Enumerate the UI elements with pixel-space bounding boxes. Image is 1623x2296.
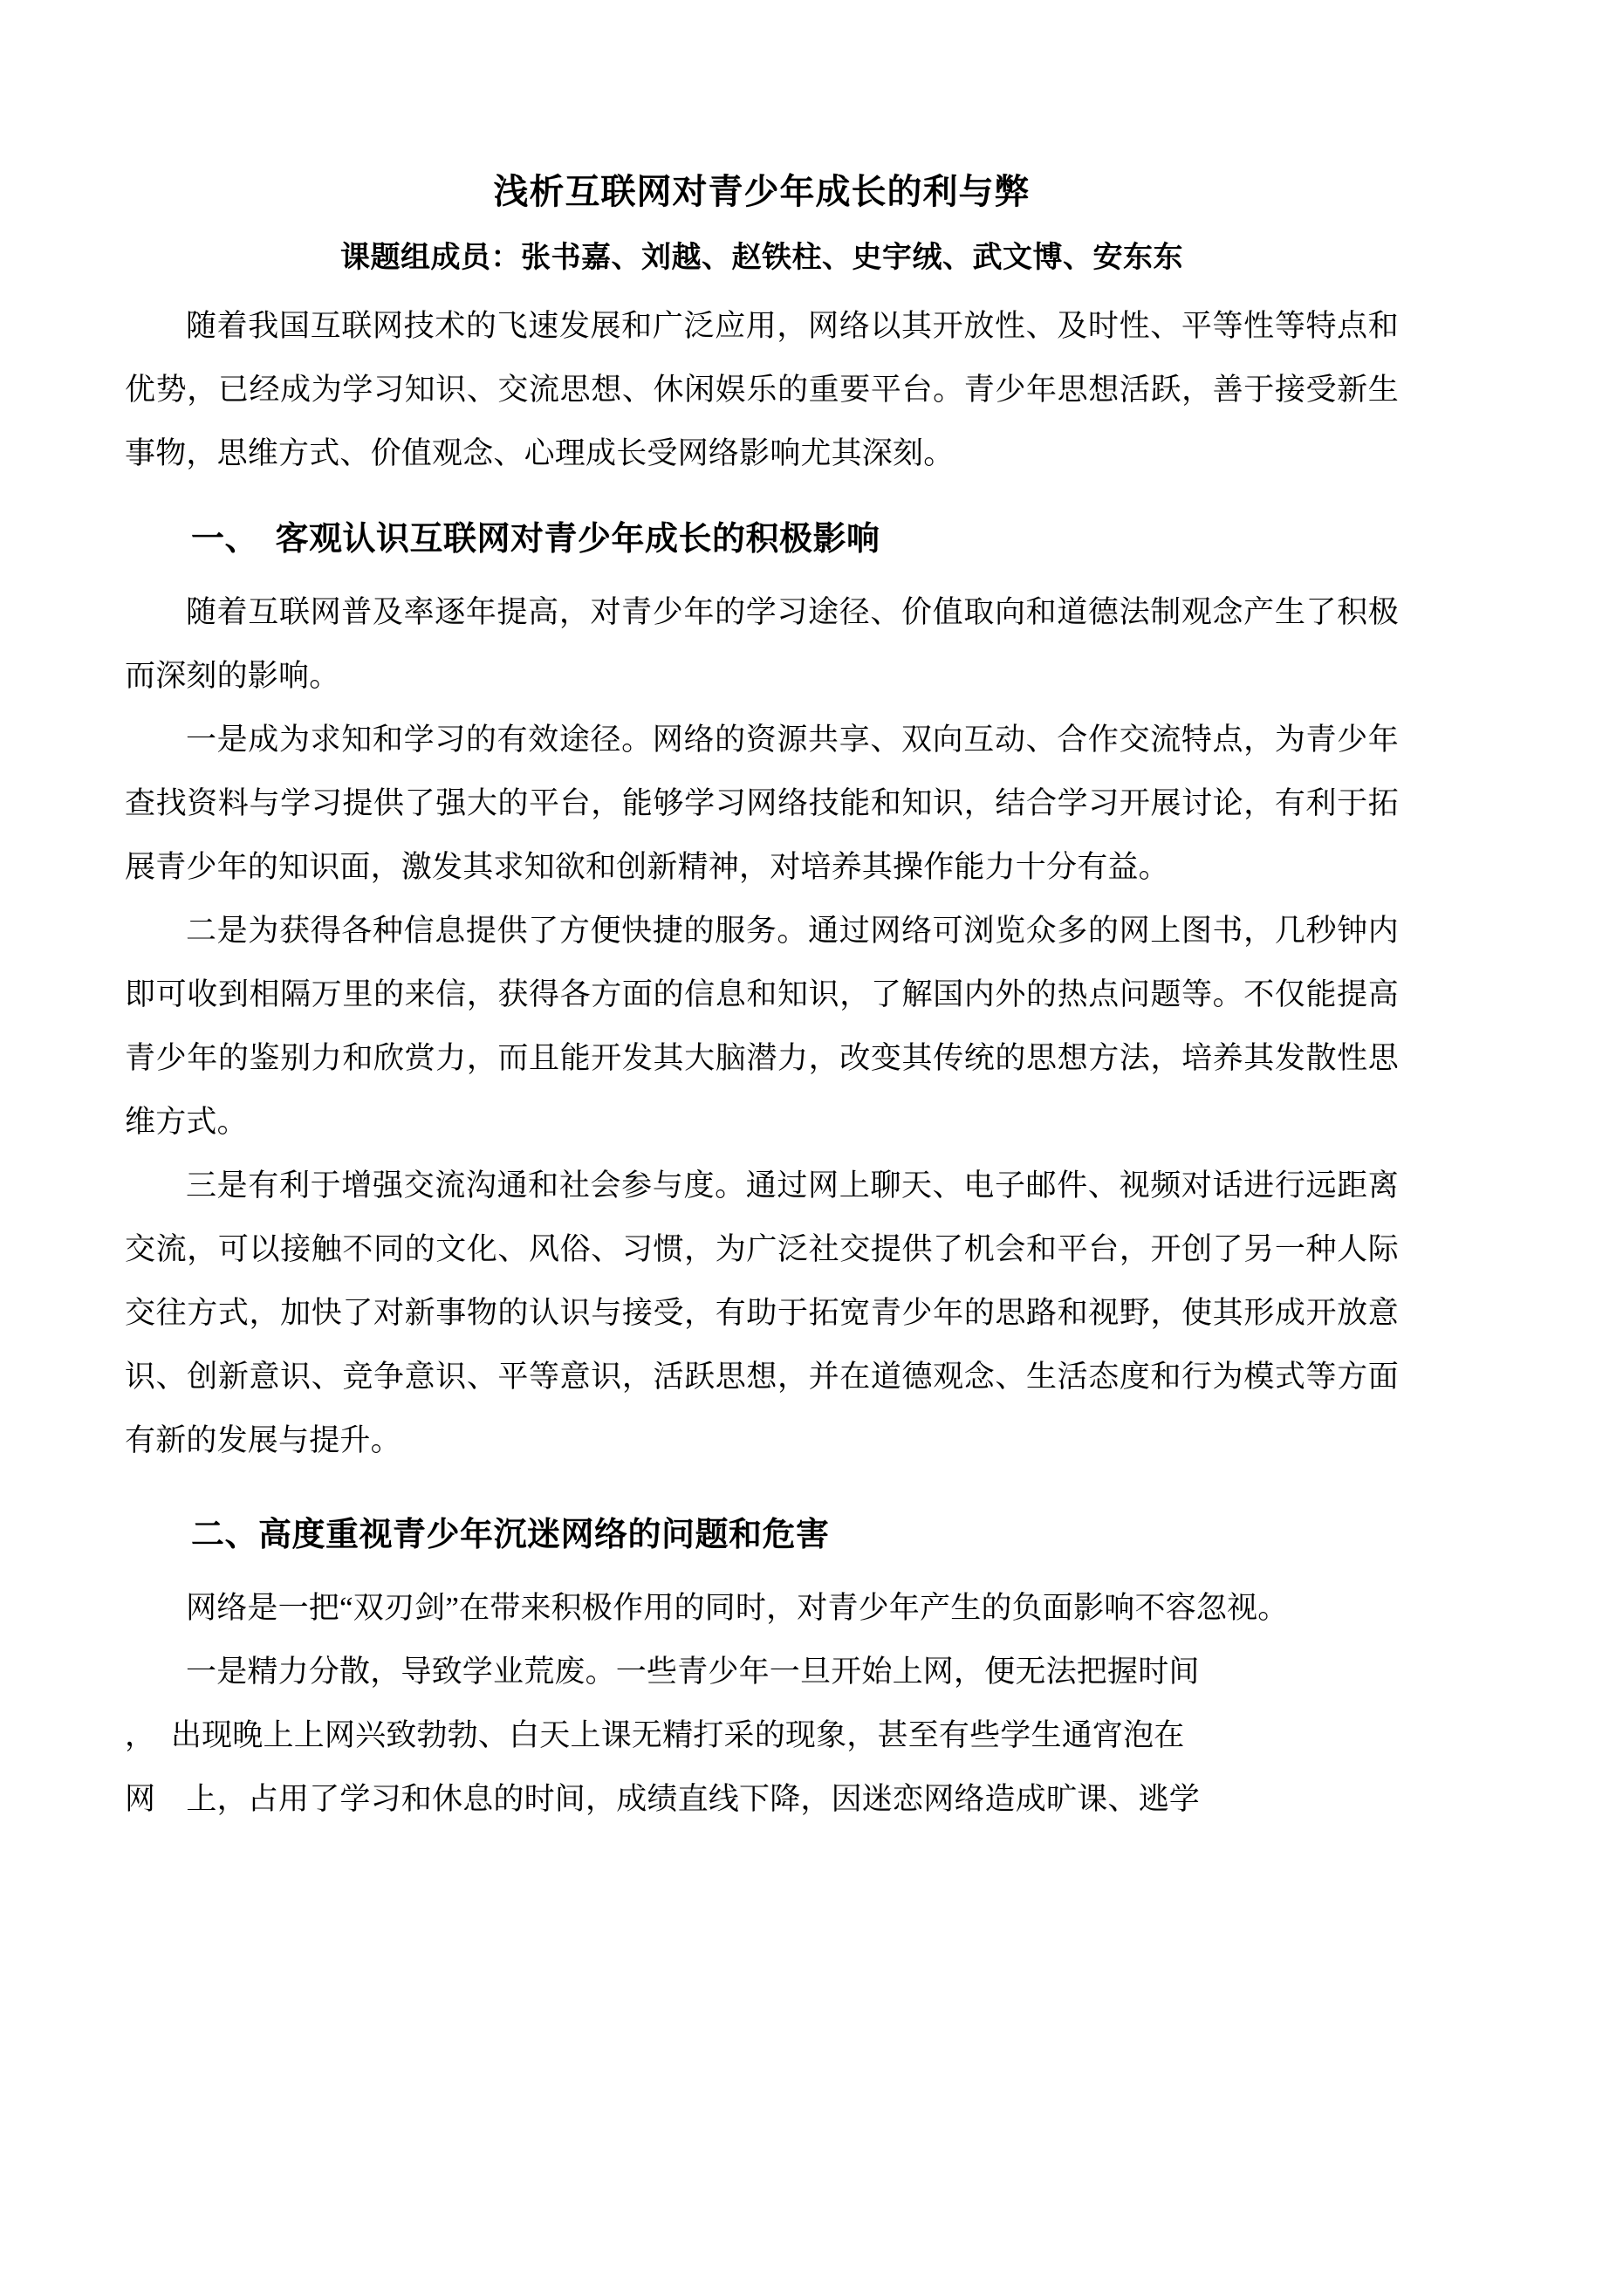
section-spacer-2 bbox=[125, 1472, 1399, 1484]
paragraph-section2-point-1-line-1: 一是精力分散，导致学业荒废。一些青少年一旦开始上网，便无法把握时间 bbox=[186, 1654, 1200, 1689]
paragraph-section1-point-3: 三是有利于增强交流沟通和社会参与度。通过网上聊天、电子邮件、视频对话进行远距离交流，可以接触不同的文化、风俗、习惯，为广泛社交提供了机会和平台，开创了另一种人际交往方式，加快了对新事物的认识与接受，有助于拓宽青少年的思路和视野，使其形成开放意识、创新意识、竞争意识、平等意识，活跃思想，并在道德观念、生活态度和行为模式等方面有新的发展与提升。 bbox=[125, 1168, 1399, 1457]
paragraph-section1-point-1: 一是成为求知和学习的有效途径。网络的资源共享、双向互动、合作交流特点，为青少年查找资料与学习提供了强大的平台，能够学习网络技能和知识，结合学习开展讨论，有利于拓展青少年的知识面，激发其求知欲和创新精神，对培养其操作能力十分有益。 bbox=[125, 722, 1399, 884]
paragraph-section2-point-1-line-3: 网 上，占用了学习和休息的时间，成绩直线下降，因迷恋网络造成旷课、逃学 bbox=[125, 1781, 1201, 1816]
section-heading-1: 一、 客观认识互联网对青少年成长的积极影响 bbox=[191, 520, 880, 558]
paragraph-section2-point-1-line-2: ， 出现晚上上网兴致勃勃、白天上课无精打采的现象，甚至有些学生通宵泡在 bbox=[125, 1717, 1185, 1752]
page-content bbox=[125, 0, 1399, 1831]
paragraph-section1-point-2: 二是为获得各种信息提供了方便快捷的服务。通过网络可浏览众多的网上图书，几秒钟内即可收到相隔万里的来信，获得各方面的信息和知识，了解国内外的热点问题等。不仅能提高青少年的鉴别力和欣赏力，而且能开发其大脑潜力，改变其传统的思想方法，培养其发散性思维方式。 bbox=[125, 913, 1399, 1139]
paragraph-section2-intro: 网络是一把“双刃剑”在带来积极作用的同时，对青少年产生的负面影响不容忽视。 bbox=[186, 1590, 1289, 1625]
research-group-members: 课题组成员：张书嘉、刘越、赵铁柱、史宇绒、武文博、安东东 bbox=[340, 242, 1183, 274]
section-heading-2: 二、高度重视青少年沉迷网络的问题和危害 bbox=[191, 1516, 830, 1553]
paragraph-intro: 随着我国互联网技术的飞速发展和广泛应用，网络以其开放性、及时性、平等性等特点和优势，已经成为学习知识、交流思想、休闲娱乐的重要平台。青少年思想活跃，善于接受新生事物，思维方式、价值观念、心理成长受网络影响尤其深刻。 bbox=[125, 308, 1399, 470]
page-title: 浅析互联网对青少年成长的利与弊 bbox=[493, 172, 1031, 211]
section-spacer bbox=[125, 485, 1399, 508]
paragraph-section1-intro: 随着互联网普及率逐年提高，对青少年的学习途径、价值取向和道德法制观念产生了积极而深刻的影响。 bbox=[125, 594, 1399, 693]
